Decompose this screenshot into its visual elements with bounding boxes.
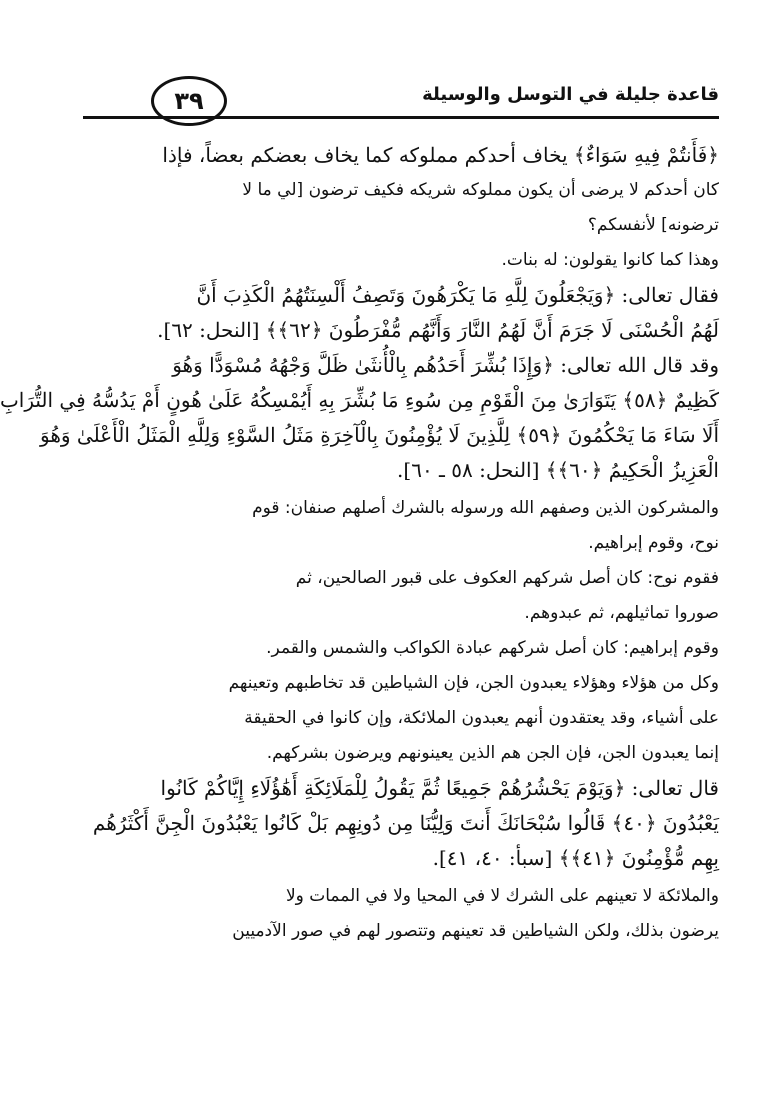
text-line: قال تعالى: ﴿وَيَوْمَ يَحْشُرُهُمْ جَمِيعًا ثُمَّ يَقُولُ لِلْمَلَائِكَةِ أَهَٰؤُلَاءِ إِيَّاكُمْ كَانُوا: [160, 776, 719, 800]
text-line: وقوم إبراهيم: كان أصل شركهم عبادة الكواكب والشمس والقمر.: [266, 638, 719, 658]
text-line: ترضونه] لأنفسكم؟: [587, 215, 719, 235]
text-line: كَظِيمٌ ﴿٥٨﴾ يَتَوَارَىٰ مِنَ الْقَوْمِ مِن سُوءِ مَا بُشِّرَ بِهِ أَيُمْسِكُهُ عَلَىٰ هُونٍ أَمْ يَدُسُّهُ فِي التُّرَابِ: [0, 388, 719, 412]
running-header-title: قاعدة جليلة في التوسل والوسيلة: [422, 84, 719, 105]
text-line: نوح، وقوم إبراهيم.: [588, 533, 719, 553]
text-line: إنما يعبدون الجن، فإن الجن هم الذين يعينونهم ويرضون بشركهم.: [266, 743, 719, 763]
page-number-badge: ٣٩: [151, 76, 227, 126]
text-line: يَعْبُدُونَ ﴿٤٠﴾ قَالُوا سُبْحَانَكَ أَنتَ وَلِيُّنَا مِن دُونِهِم بَلْ كَانُوا يَعْبُدُونَ الْجِنَّ أَكْثَرُهُم: [92, 811, 719, 835]
text-line: أَلَا سَاءَ مَا يَحْكُمُونَ ﴿٥٩﴾ لِلَّذِينَ لَا يُؤْمِنُونَ بِالْآخِرَةِ مَثَلُ السَّوْءِ وَلِلَّهِ الْمَثَلُ الْأَعْلَىٰ وَهُوَ: [40, 423, 719, 447]
text-line: فقال تعالى: ﴿وَيَجْعَلُونَ لِلَّهِ مَا يَكْرَهُونَ وَتَصِفُ أَلْسِنَتُهُمُ الْكَذِبَ أَنَّ: [196, 283, 719, 307]
text-line: صوروا تماثيلهم، ثم عبدوهم.: [524, 603, 719, 623]
text-line: وكل من هؤلاء وهؤلاء يعبدون الجن، فإن الشياطين قد تخاطبهم وتعينهم: [228, 673, 719, 693]
text-line: يرضون بذلك، ولكن الشياطين قد تعينهم وتتصور لهم في صور الآدميين: [232, 921, 719, 941]
page-body: [0, 138, 719, 949]
text-line: على أشياء، وقد يعتقدون أنهم يعبدون الملائكة، وإن كانوا في الحقيقة: [244, 708, 719, 728]
text-line: فقوم نوح: كان أصل شركهم العكوف على قبور الصالحين، ثم: [295, 568, 719, 588]
text-line: والملائكة لا تعينهم على الشرك لا في المحيا ولا في الممات ولا: [285, 886, 719, 906]
text-line: بِهِم مُّؤْمِنُونَ ﴿٤١﴾﴾ [سبأ: ٤٠، ٤١].: [432, 846, 719, 870]
text-line: الْعَزِيزُ الْحَكِيمُ ﴿٦٠﴾﴾ [النحل: ٥٨ ـ ٦٠].: [397, 458, 719, 482]
text-line: وهذا كما كانوا يقولون: له بنات.: [501, 250, 719, 270]
text-line: وقد قال الله تعالى: ﴿وَإِذَا بُشِّرَ أَحَدُهُم بِالْأُنثَىٰ ظَلَّ وَجْهُهُ مُسْوَدًّا وَهُوَ: [172, 353, 719, 377]
text-line: كان أحدكم لا يرضى أن يكون مملوكه شريكه فكيف ترضون [لي ما لا: [242, 180, 719, 200]
text-line: ﴿فَأَنتُمْ فِيهِ سَوَاءٌ﴾ يخاف أحدكم مملوكه كما يخاف بعضكم بعضاً، فإذا: [162, 143, 719, 167]
text-line: لَهُمُ الْحُسْنَى لَا جَرَمَ أَنَّ لَهُمُ النَّارَ وَأَنَّهُم مُّفْرَطُونَ ﴿٦٢﴾﴾ [النحل: ٦٢].: [157, 318, 719, 342]
header-divider: [83, 116, 719, 119]
text-line: والمشركون الذين وصفهم الله ورسوله بالشرك أصلهم صنفان: قوم: [252, 498, 719, 518]
